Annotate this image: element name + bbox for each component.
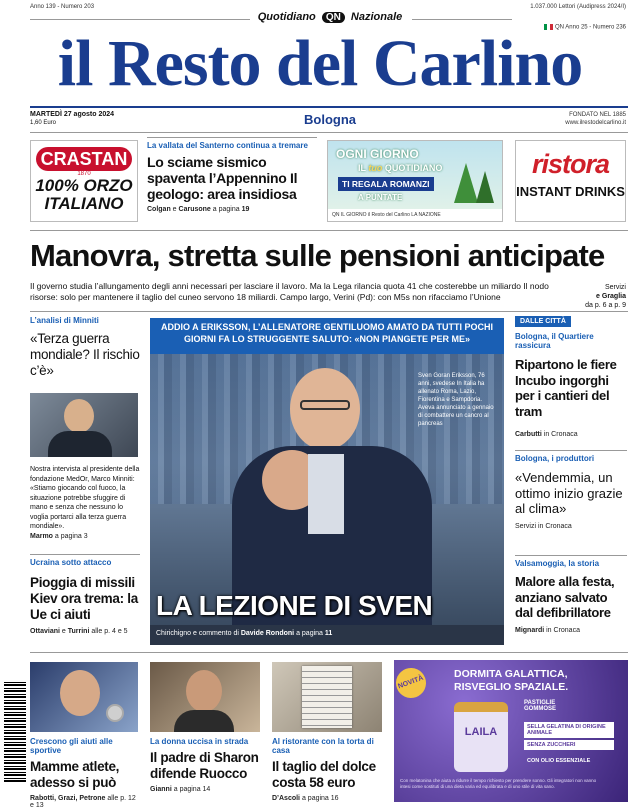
receipt-icon [302, 666, 352, 728]
readership: 1.037.000 Lettori (Audipress 2024/I) [530, 4, 626, 10]
person-icon [64, 399, 94, 433]
ukraine-story [30, 558, 142, 635]
qn-issue: QN Anno 25 - Numero 236 [544, 24, 626, 31]
ukraine-credit: Ottaviani e Turrini alle p. 4 e 5 [30, 628, 128, 635]
top-story [147, 137, 317, 213]
crastan-logo: CRASTAN [36, 147, 132, 171]
city-story-3 [515, 559, 627, 634]
minniti-story [30, 316, 140, 379]
bottom-headline-1[interactable]: Mamme atlete, adesso si può [30, 759, 120, 790]
ristora-ad[interactable] [515, 140, 626, 222]
barcode [4, 682, 26, 782]
laila-line2: RISVEGLIO SPAZIALE. [454, 681, 569, 693]
minniti-photo [30, 393, 138, 457]
main-credit: Servizi e Graglia da p. 6 a p. 9 [585, 284, 626, 309]
coach-glasses [300, 400, 350, 410]
coach-shirt [308, 454, 344, 534]
ukraine-headline[interactable]: Pioggia di missili Kiev ora trema: la Ue ci aiuti [30, 575, 138, 622]
bottom-story-3 [272, 737, 384, 802]
city-headline-2[interactable]: «Vendemmia, un ottimo inizio grazie al clima» [515, 470, 623, 516]
bottom-story-1 [30, 737, 140, 809]
romanzi-line2: IL tuo QUOTIDIANO [358, 163, 443, 173]
issue-date: MARTEDÌ 27 agosto 2024 [30, 111, 115, 118]
crastan-year: 1870 [77, 171, 91, 177]
ukraine-kicker: Ucraina sotto attacco [30, 558, 112, 567]
eriksson-banner: ADDIO A ERIKSSON, L’ALLENATORE GENTILUOMO AMATO DA TUTTI POCHI GIORNI FA LO STRUGGENTE SALUTO: «NON PIANGETE PER ME» [150, 318, 504, 354]
city-tag: DALLE CITTÀ [515, 316, 571, 327]
city-headline-3[interactable]: Malore alla festa, anziano salvato dal defibrillatore [515, 574, 615, 620]
laila-line1: DORMITA GALATTICA, [454, 668, 568, 680]
crastan-line2: ITALIANO [44, 194, 124, 213]
minniti-credit: Marmo a pagina 3 [30, 533, 88, 540]
bottom-photo-3 [272, 662, 382, 732]
main-summary: Il governo studia l’allungamento degli anni necessari per lasciare il lavoro. Ma la Lega rilancia quota 41 che costerebbe un miliardo Il nodo risorse: solo per mantenere il taglio del cuneo servono 18 miliardi. Campo largo, Verini (Pd): con M5s non rifacciamo l’Unione [30, 281, 549, 302]
bottom-headline-3[interactable]: Il taglio del dolce costa 58 euro [272, 759, 376, 790]
city-credit-3: Mignardi in Cronaca [515, 626, 580, 634]
city-credit-2: Servizi in Cronaca [515, 522, 572, 530]
bottom-credit-2: Gianni a pagina 14 [150, 786, 211, 793]
website: www.ilrestodelcarlino.it [565, 120, 626, 126]
minniti-kicker: L’analisi di Minniti [30, 316, 99, 325]
romanzi-line1: OGNI GIORNO [336, 147, 419, 161]
city-kicker-3: Valsamoggia, la storia [515, 559, 600, 568]
qn-logo: QN [322, 12, 345, 23]
bottom-story-2 [150, 737, 262, 793]
bottom-photo-2 [150, 662, 260, 732]
city-story-1 [515, 332, 627, 438]
novita-badge: NOVITÀ [394, 664, 430, 702]
city-credit-1: Carbutti in Cronaca [515, 431, 578, 438]
bottom-credit-1: Rabotti, Grazi, Petrone alle p. 12 e 13 [30, 795, 136, 809]
city-story-2 [515, 454, 627, 530]
laila-badge-3: CON OLIO ESSENZIALE [527, 758, 591, 764]
city-kicker-2: Bologna, i produttori [515, 454, 595, 463]
bottom-kicker-1: Crescono gli aiuti alle sportive [30, 737, 113, 755]
laila-badge-1: SELLA GELATINA DI ORIGINE ANIMALE [524, 722, 614, 738]
medal-icon [106, 704, 124, 722]
ristora-sub: INSTANT DRINKS [516, 184, 625, 199]
ristora-logo: ristora [531, 149, 610, 179]
bottom-photo-1 [30, 662, 138, 732]
price: 1,60 Euro [30, 120, 57, 126]
laila-badge-2: SENZA ZUCCHERI [524, 740, 614, 750]
city-kicker-1: Bologna, il Quartiere rassicura [515, 332, 594, 350]
laila-small: Con melatonina che aiuta a ridurre il tempo richiesto per prendere sonno. Gli integratori non vanno intesi come sostituti di una dieta varia ed equilibrata e di uno stile di vita sano. [400, 778, 597, 789]
romanzi-footer: QN IL GIORNO il Resto del Carlino LA NAZIONE [328, 209, 502, 221]
eriksson-caption: Sven Goran Eriksson, 76 anni, svedese In Italia ha allenato Roma, Lazio, Fiorentina e Sampdoria. Aveva annunciato a gennaio di combattere un cancro al pancreas [418, 373, 494, 427]
top-story-kicker: La vallata del Santerno continua a tremare [147, 141, 308, 150]
qn-bar [250, 11, 410, 27]
bottom-credit-3: D’Ascoli a pagina 16 [272, 795, 339, 802]
qn-left: Quotidiano [257, 11, 316, 23]
bottom-headline-2[interactable]: Il padre di Sharon difende Ruocco [150, 750, 259, 781]
crastan-ad[interactable] [30, 140, 138, 222]
newspaper-title: il Resto del Carlino [57, 27, 583, 100]
eriksson-credit: Chirichigno e commento di Davide Rondoni a pagina 11 [156, 630, 333, 637]
bottom-kicker-2: La donna uccisa in strada [150, 737, 249, 746]
issue-number: Anno 139 - Numero 203 [30, 4, 95, 10]
laila-pastiglie: PASTIGLIE GOMMOSE [524, 700, 557, 712]
romanzi-line4: TI REGALA ROMANZI [338, 177, 434, 191]
crastan-line1: 100% ORZO [35, 176, 133, 195]
founded: FONDATO NEL 1885 [569, 112, 626, 118]
top-story-headline[interactable]: Lo sciame sismico spaventa l’Appennino Il geologo: area insidiosa [147, 154, 298, 202]
minniti-body: Nostra intervista al presidente della fondazione MedOr, Marco Minniti: «Stiamo giocando col fuoco, la situazione potrebbe sfuggire di mano e senza che nessuno lo voglia portarci alla terza guerra mondiale». [30, 466, 140, 530]
laila-ad[interactable] [394, 660, 628, 802]
athlete-icon [60, 670, 100, 716]
qn-right: Nazionale [350, 11, 403, 23]
laila-jar: LAILA [454, 702, 508, 772]
city-headline-1[interactable]: Ripartono le fiere Incubo ingorghi per i cantieri del tram [515, 357, 617, 419]
romanzi-ad[interactable] [327, 140, 503, 222]
tree-icon-2 [476, 171, 494, 203]
top-story-credit: Colgan e Carusone a pagina 19 [147, 206, 250, 213]
tree-icon [454, 163, 478, 203]
bottom-kicker-3: Al ristorante con la torta di casa [272, 737, 374, 755]
edition-city: Bologna [304, 112, 356, 127]
minniti-headline[interactable]: «Terza guerra mondiale? Il rischio c’è» [30, 331, 140, 378]
eriksson-headline[interactable]: LA LEZIONE DI SVEN [156, 590, 433, 621]
romanzi-line5: A PUNTATE [358, 193, 403, 202]
father-icon [186, 670, 222, 712]
main-headline[interactable]: Manovra, stretta sulle pensioni anticipate [30, 238, 605, 273]
